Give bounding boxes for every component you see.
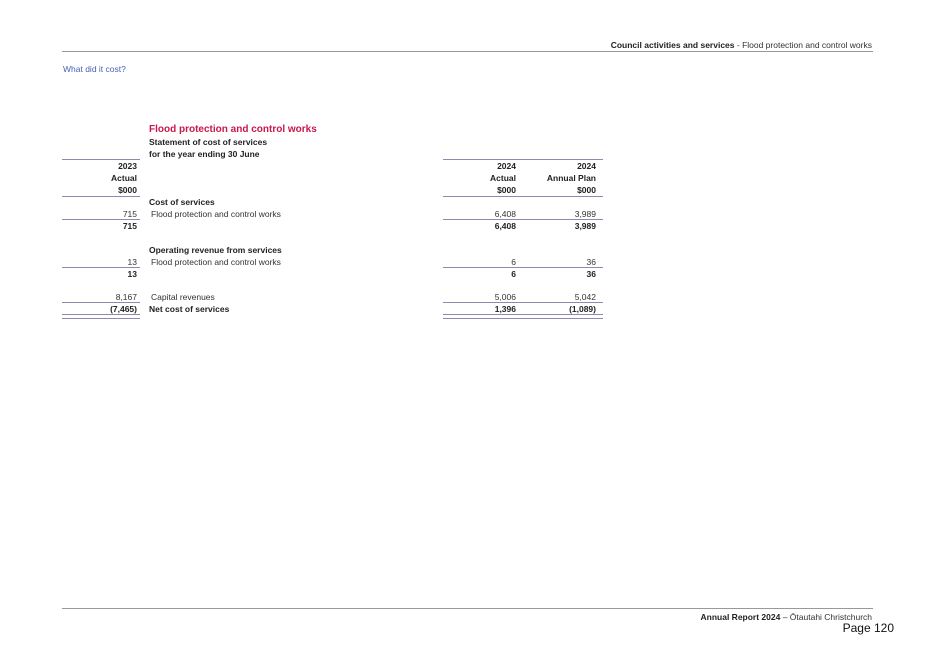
- cell: (1,089): [569, 304, 596, 314]
- revenue-heading: Operating revenue from services: [149, 245, 282, 255]
- col-2023-year: 2023: [118, 161, 137, 171]
- col-2023-type: Actual: [111, 173, 137, 183]
- double-rule: [62, 314, 140, 319]
- col-2024-plan-type: Annual Plan: [546, 173, 596, 183]
- cell: 5,042: [574, 292, 596, 302]
- rule: [443, 267, 603, 268]
- footer-city: Ōtautahi Christchurch: [789, 612, 872, 622]
- page-number: Page 120: [842, 621, 894, 635]
- header-subsection: Flood protection and control works: [742, 40, 872, 50]
- cell: 36: [586, 257, 596, 267]
- col-2024-actual-unit: $000: [497, 185, 516, 195]
- cell: 6: [511, 269, 516, 279]
- col-2024-plan-year: 2024: [577, 161, 596, 171]
- cell: 715: [122, 209, 137, 219]
- footer-rule: [62, 608, 873, 609]
- table-title: Flood protection and control works: [149, 124, 317, 135]
- rule: [443, 302, 603, 303]
- cell: 8,167: [115, 292, 137, 302]
- header-separator: -: [734, 40, 743, 50]
- cell: 36: [586, 269, 596, 279]
- row-label: Capital revenues: [151, 292, 215, 302]
- cell: 3,989: [574, 209, 596, 219]
- col-2024-plan-unit: $000: [577, 185, 596, 195]
- cell: 13: [127, 269, 137, 279]
- row-label: Flood protection and control works: [151, 209, 281, 219]
- what-did-it-cost-link[interactable]: What did it cost?: [63, 64, 126, 74]
- footer-separator: –: [780, 612, 790, 622]
- cell: 13: [127, 257, 137, 267]
- row-label: Flood protection and control works: [151, 257, 281, 267]
- col-2023-unit: $000: [118, 185, 137, 195]
- rule: [443, 159, 603, 160]
- cell: 715: [122, 221, 137, 231]
- col-2024-actual-year: 2024: [497, 161, 516, 171]
- rule: [443, 219, 603, 220]
- header-rule: [62, 51, 873, 52]
- table-period: for the year ending 30 June: [149, 149, 260, 159]
- rule: [62, 302, 140, 303]
- double-rule: [443, 314, 603, 319]
- header-section: Council activities and services: [610, 40, 735, 50]
- cell: (7,465): [110, 304, 137, 314]
- rule: [443, 196, 603, 197]
- running-header: [611, 40, 872, 50]
- footer-report: Annual Report 2024: [700, 612, 781, 622]
- rule: [62, 196, 140, 197]
- cell: 6,408: [494, 209, 516, 219]
- cell: 3,989: [574, 221, 596, 231]
- table-subtitle: Statement of cost of services: [149, 137, 268, 147]
- rule: [62, 267, 140, 268]
- cost-heading: Cost of services: [149, 197, 215, 207]
- rule: [62, 159, 140, 160]
- rule: [62, 219, 140, 220]
- cell: 6: [511, 257, 516, 267]
- cell: 1,396: [494, 304, 516, 314]
- cell: 6,408: [494, 221, 516, 231]
- col-2024-actual-type: Actual: [490, 173, 516, 183]
- cell: 5,006: [494, 292, 516, 302]
- row-label: Net cost of services: [149, 304, 230, 314]
